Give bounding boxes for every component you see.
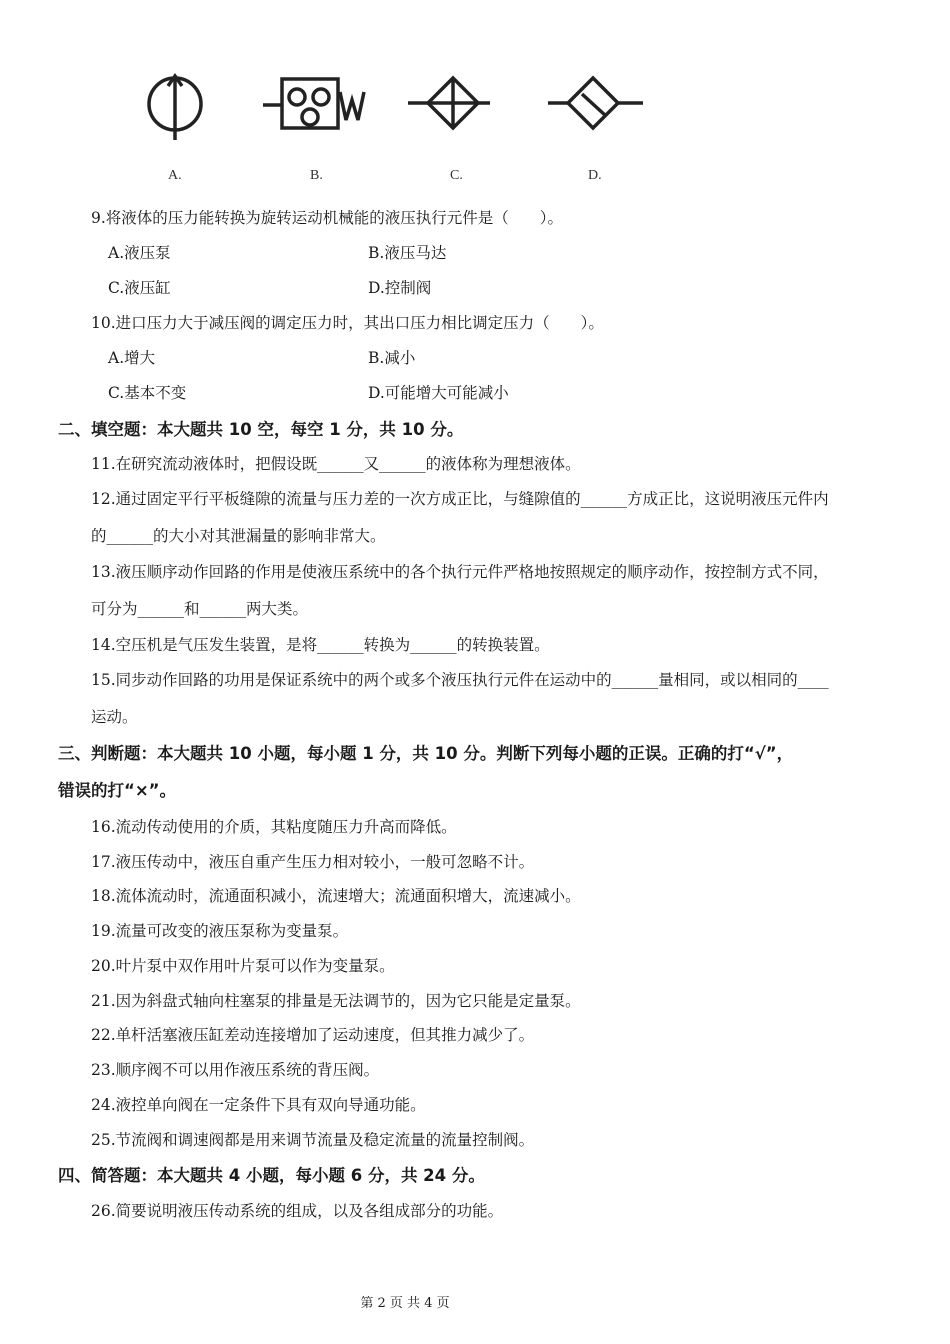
symbol-c-icon <box>408 78 490 128</box>
section-4-heading: 四、简答题：本大题共 4 小题，每小题 6 分，共 24 分。 <box>58 1166 485 1185</box>
fill-blank-12: 12.通过固定平行平板缝隙的流量与压力差的一次方成正比，与缝隙值的______方成正比，这说明液压元件内 <box>91 490 829 508</box>
figure-label-c: C. <box>450 168 463 183</box>
section-3-heading-cont: 错误的打“×”。 <box>58 781 177 800</box>
judge-item-22: 22.单杆活塞液压缸差动连接增加了运动速度，但其推力减少了。 <box>91 1026 535 1044</box>
fill-blank-13-cont: 可分为______和______两大类。 <box>91 600 309 618</box>
judge-item-18: 18.流体流动时，流通面积减小，流速增大；流通面积增大，流速减小。 <box>91 887 581 905</box>
page-footer: 第 2 页 共 4 页 <box>360 1296 450 1311</box>
question-10-option-c: C.基本不变 <box>108 384 187 402</box>
fill-blank-11: 11.在研究流动液体时，把假设既______又______的液体称为理想液体。 <box>91 455 581 473</box>
short-answer-26: 26.简要说明液压传动系统的组成，以及各组成部分的功能。 <box>91 1202 504 1220</box>
judge-item-17: 17.液压传动中，液压自重产生压力相对较小，一般可忽略不计。 <box>91 853 535 871</box>
judge-item-16: 16.流动传动使用的介质，其粘度随压力升高而降低。 <box>91 818 457 836</box>
question-9-stem: 9.将液体的压力能转换为旋转运动机械能的液压执行元件是（ ）。 <box>91 209 564 227</box>
judge-item-19: 19.流量可改变的液压泵称为变量泵。 <box>91 922 349 940</box>
question-9-option-d: D.控制阀 <box>368 279 432 297</box>
judge-item-25: 25.节流阀和调速阀都是用来调节流量及稳定流量的流量控制阀。 <box>91 1131 535 1149</box>
fill-blank-14: 14.空压机是气压发生装置，是将______转换为______的转换装置。 <box>91 636 550 654</box>
fill-blank-12-cont: 的______的大小对其泄漏量的影响非常大。 <box>91 527 386 545</box>
figure-label-a: A. <box>168 168 182 183</box>
question-10-option-d: D.可能增大可能减小 <box>368 384 509 402</box>
question-9-option-b: B.液压马达 <box>368 244 447 262</box>
judge-item-20: 20.叶片泵中双作用叶片泵可以作为变量泵。 <box>91 957 395 975</box>
fill-blank-15-cont: 运动。 <box>91 708 138 726</box>
question-10-stem: 10.进口压力大于减压阀的调定压力时，其出口压力相比调定压力（ ）。 <box>91 314 604 332</box>
symbol-d-icon <box>548 78 643 128</box>
section-3-heading: 三、判断题：本大题共 10 小题，每小题 1 分，共 10 分。判断下列每小题的正误。正确的打“√”， <box>58 744 794 763</box>
symbol-a-icon <box>149 76 201 140</box>
fill-blank-13: 13.液压顺序动作回路的作用是使液压系统中的各个执行元件严格地按照规定的顺序动作，按控制方式不同， <box>91 563 829 581</box>
judge-item-24: 24.液控单向阀在一定条件下具有双向导通功能。 <box>91 1096 426 1114</box>
symbol-b-icon <box>263 79 364 128</box>
judge-item-23: 23.顺序阀不可以用作液压系统的背压阀。 <box>91 1061 380 1079</box>
symbol-figure <box>130 60 670 190</box>
section-2-heading: 二、填空题：本大题共 10 空，每空 1 分，共 10 分。 <box>58 420 464 439</box>
question-9-option-a: A.液压泵 <box>108 244 171 262</box>
question-10-option-a: A.增大 <box>108 349 156 367</box>
question-10-option-b: B.减小 <box>368 349 416 367</box>
judge-item-21: 21.因为斜盘式轴向柱塞泵的排量是无法调节的，因为它只能是定量泵。 <box>91 992 581 1010</box>
fill-blank-15: 15.同步动作回路的功用是保证系统中的两个或多个液压执行元件在运动中的______量相同，或以相同的____ <box>91 671 829 689</box>
figure-label-d: D. <box>588 168 602 183</box>
figure-label-b: B. <box>310 168 323 183</box>
question-9-option-c: C.液压缸 <box>108 279 171 297</box>
